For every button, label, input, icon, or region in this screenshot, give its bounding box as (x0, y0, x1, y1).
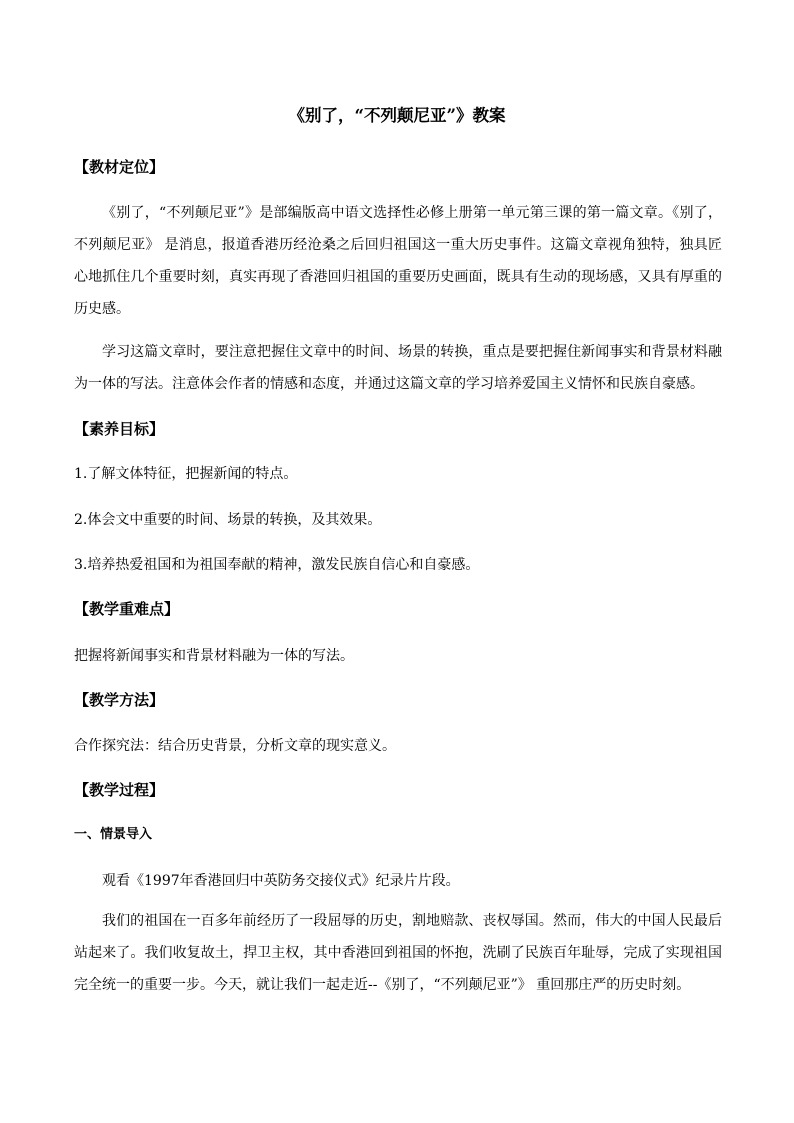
section-heading-process: 【教学过程】 (74, 781, 165, 799)
methods-text: 合作探究法：结合历史背景，分析文章的现实意义。 (74, 738, 396, 754)
paragraph-position: 《别了，“不列颠尼亚”》是部编版高中语文选择性必修上册第一单元第三课的第一篇文章。《别了，不列颠尼亚》 是消息，报道香港历经沧桑之后回归祖国这一重大历史事件。这篇文章视角独特，独具匠心地抓住几个重要时刻，真实再现了香港回归祖国的重要历史画面，既具有生动的现场感，又具有厚重的历史感。 (74, 205, 722, 317)
paragraph-intro: 我们的祖国在一百多年前经历了一段屈辱的历史，割地赔款、丧权辱国。然而，伟大的中国人民最后站起来了。我们收复故土，捍卫主权，其中香港回到祖国的怀抱，洗刷了民族百年耻辱，完成了实现祖国完全统一的重要一步。今天，就让我们一起走近--《别了，“不列颠尼亚”》 重回那庄严的历史时刻。 (74, 913, 722, 993)
keypoints-text: 把握将新闻事实和背景材料融为一体的写法。 (74, 648, 354, 664)
document-title: 《别了，“不列颠尼亚”》教案 (288, 106, 506, 125)
section-heading-position: 【教材定位】 (74, 158, 165, 176)
goal-item-2: 2.体会文中重要的时间、场景的转换，及其效果。 (74, 512, 382, 528)
section-heading-keypoints: 【教学重难点】 (74, 600, 180, 618)
step-heading-intro: 一、情景导入 (74, 827, 153, 842)
paragraph-video: 观看《1997年香港回归中英防务交接仪式》纪录片片段。 (102, 873, 460, 889)
section-heading-goals: 【素养目标】 (74, 420, 165, 438)
goal-item-1: 1.了解文体特征，把握新闻的特点。 (74, 466, 298, 482)
section-heading-methods: 【教学方法】 (74, 691, 165, 709)
paragraph-study-focus: 学习这篇文章时，要注意把握住文章中的时间、场景的转换，重点是要把握住新闻事实和背景材料融为一体的写法。注意体会作者的情感和态度，并通过这篇文章的学习培养爱国主义情怀和民族自豪感。 (74, 344, 722, 392)
goal-item-3: 3.培养热爱祖国和为祖国奉献的精神，激发民族自信心和自豪感。 (74, 557, 480, 573)
